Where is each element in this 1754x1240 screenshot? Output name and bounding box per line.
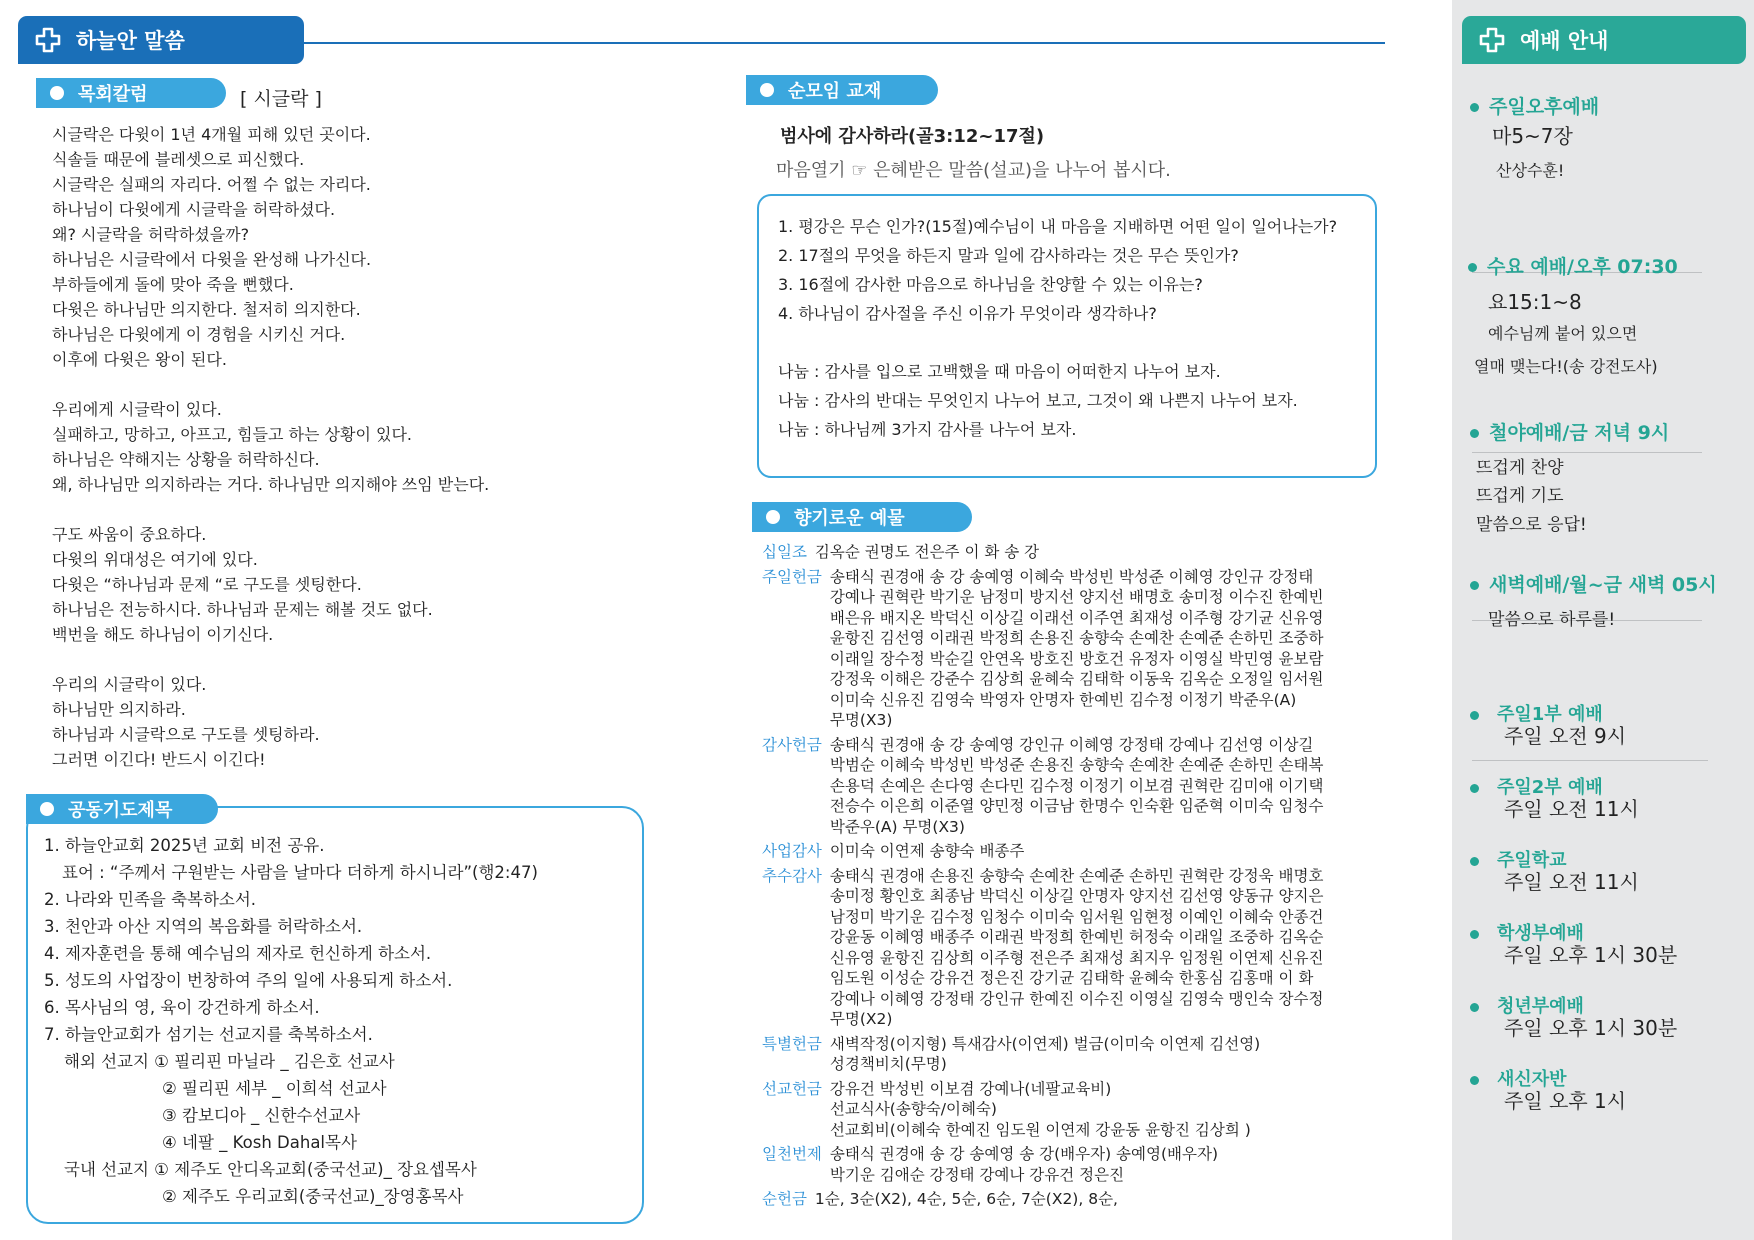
- offering-category: 감사헌금: [762, 735, 822, 754]
- offering-name-line: 1순, 3순(X2), 4순, 5순, 6순, 7순(X2), 8순,: [814, 1190, 1118, 1208]
- offering-name-line: 배은유 배지온 박덕신 이상길 이래선 이주연 최재성 이주형 강기균 신유영: [829, 608, 1324, 627]
- offering-row: [762, 866, 1382, 1030]
- study-title: 범사에 감사하라(골3:12~17절): [780, 126, 1045, 147]
- service-name: 철야예배/금 저녁 9시: [1489, 422, 1670, 444]
- service-name: 청년부예배: [1497, 996, 1584, 1017]
- question-item: 3. 16절에 감사한 마음으로 하나님을 찬양할 수 있는 이유는?: [778, 275, 1203, 294]
- column-line: 다윗은 하나님만 의지한다. 철저히 의지한다.: [52, 300, 361, 319]
- offering-list: [762, 542, 1382, 1214]
- bullet-dot-icon: [40, 802, 54, 816]
- offering-name-line: 박범순 이혜숙 박성빈 박성준 손용진 송향숙 손예찬 손예준 손하민 손태복: [829, 756, 1324, 774]
- service-detail: 열매 맺는다!(송 강전도사): [1474, 357, 1658, 376]
- bullet-dot-icon: [1470, 930, 1479, 939]
- question-list: [778, 212, 1378, 444]
- column-line: 실패하고, 망하고, 아프고, 힘들고 하는 상황이 있다.: [52, 425, 412, 444]
- prayer-item: 3. 천안과 아산 지역의 복음화를 허락하소서.: [44, 917, 363, 936]
- sidebar-divider: [1472, 760, 1708, 761]
- column-subtitle: [ 시글락 ]: [240, 88, 322, 110]
- offering-name-line: 새벽작정(이지형) 특새감사(이연제) 벌금(이미숙 이연제 김선영): [829, 1034, 1261, 1053]
- offering-label: 향기로운 예물: [794, 508, 905, 529]
- bullet-dot-icon: [1470, 784, 1479, 793]
- prayer-label-pill: [26, 794, 218, 824]
- offering-category: 추수감사: [762, 866, 822, 885]
- paragraph-break: [52, 372, 652, 397]
- offering-name-line: 송미정 황인호 최종남 박덕신 이상길 안명자 양지선 김선영 양동규 양지은: [829, 887, 1324, 905]
- prayer-item: 2. 나라와 민족을 축복하소서.: [44, 890, 257, 909]
- column-line: 다윗은 “하나님과 문제 “로 구도를 셋팅한다.: [52, 575, 362, 594]
- offering-name-line: 이미숙 이연제 송향숙 배종주: [829, 842, 1025, 860]
- column-line: 부하들에게 돌에 맞아 죽을 뻔했다.: [52, 275, 294, 294]
- column-body: [52, 122, 652, 772]
- service-title: [1468, 252, 1678, 279]
- offering-name-line: 손용덕 손예은 손다영 손다민 김수정 이정기 이보겸 권혁란 김미애 이기택: [829, 776, 1324, 795]
- service-name: 주일학교: [1497, 850, 1567, 871]
- service-detail: 산상수훈!: [1496, 161, 1565, 180]
- paragraph-break: [52, 647, 652, 672]
- offering-name-line: 선교회비(이혜숙 한예진 임도원 이연제 강윤동 윤항진 김상희 ): [829, 1120, 1251, 1139]
- column-line: 왜? 시글락을 허락하셨을까?: [52, 225, 250, 244]
- service-detail: 뜨겁게 찬양: [1476, 458, 1564, 478]
- offering-names: [830, 1144, 1382, 1185]
- offering-name-line: 박기운 김애순 강정태 강예나 강유건 정은진: [829, 1165, 1125, 1184]
- sidebar-header-tab: [1462, 16, 1746, 64]
- offering-name-line: 임도원 이성순 강유건 정은진 강기균 김태학 윤혜숙 한홍심 김홍매 이 화: [829, 969, 1314, 987]
- service-detail: 뜨겁게 기도: [1476, 486, 1564, 506]
- offering-name-line: 박준우(A) 무명(X3): [829, 817, 965, 836]
- prayer-item: 해외 선교지 ① 필리핀 마닐라 _ 김은호 선교사: [64, 1052, 395, 1071]
- offering-name-line: 강정욱 이해은 강준수 김상희 윤혜숙 김태학 이동욱 김옥순 오정일 임서원: [829, 670, 1324, 688]
- column-line: 왜, 하나님만 의지하라는 거다. 하나님만 의지해야 쓰임 받는다.: [52, 475, 490, 494]
- service-detail: 말씀으로 응답!: [1476, 515, 1587, 535]
- offering-row: [762, 735, 1382, 838]
- offering-name-line: 송태식 권경애 송 강 송예영 이혜숙 박성빈 박성준 이혜영 강인규 강정태: [829, 567, 1314, 586]
- offering-names: [830, 567, 1382, 731]
- offering-name-line: 강유건 박성빈 이보겸 강예나(네팔교육비): [829, 1079, 1112, 1098]
- column-line: 하나님은 전능하시다. 하나님과 문제는 해볼 것도 없다.: [52, 600, 433, 619]
- offering-row: [762, 1189, 1382, 1210]
- service-detail: 주일 오후 1시: [1504, 1089, 1627, 1113]
- column-line: 우리의 시글락이 있다.: [52, 675, 207, 694]
- offering-name-line: 강예나 이혜영 강정태 강인규 한예진 이수진 이영실 김영숙 맹인숙 장수정: [829, 989, 1324, 1008]
- offering-name-line: 성경책비치(무명): [829, 1055, 947, 1073]
- column-line: 하나님은 다윗에게 이 경험을 시키신 거다.: [52, 325, 346, 344]
- bullet-dot-icon: [1468, 263, 1477, 272]
- column-line: 식솔들 때문에 블레셋으로 피신했다.: [52, 150, 305, 169]
- service-detail: 말씀으로 하루를!: [1488, 610, 1616, 630]
- service-name: 새벽예배/월~금 새벽 05시: [1489, 574, 1717, 596]
- column-line: 하나님만 의지하라.: [52, 700, 186, 719]
- sidebar-title: 예배 안내: [1520, 29, 1609, 53]
- service-title: [1470, 570, 1717, 597]
- study-label: 순모임 교재: [788, 81, 882, 102]
- offering-names: [830, 735, 1382, 838]
- column-line: 우리에게 시글락이 있다.: [52, 400, 222, 419]
- cross-icon: [34, 26, 62, 54]
- column-line: 하나님은 약해지는 상황을 허락하신다.: [52, 450, 320, 469]
- service-name: 새신자반: [1497, 1069, 1567, 1090]
- prayer-item: 1. 하늘안교회 2025년 교회 비전 공유.: [44, 836, 325, 855]
- service-detail: 주일 오전 11시: [1504, 870, 1639, 894]
- offering-names: [815, 542, 1382, 563]
- column-line: 하나님이 다윗에게 시글락을 허락하셨다.: [52, 200, 336, 219]
- bullet-dot-icon: [1470, 429, 1479, 438]
- offering-name-line: 신유영 윤항진 김상희 이주형 전은주 최재성 최지우 임정원 이연제 신유진: [829, 948, 1324, 967]
- service-detail: 주일 오후 1시 30분: [1504, 943, 1678, 967]
- offering-row: [762, 1034, 1382, 1075]
- column-line: 시글락은 다윗이 1년 4개월 피해 있던 곳이다.: [52, 125, 371, 144]
- offering-name-line: 남정미 박기운 김수정 임청수 이미숙 임서원 임현정 이예인 이혜숙 안종건: [829, 907, 1324, 926]
- offering-names: [830, 1034, 1382, 1075]
- offering-name-line: 이미숙 신유진 김영숙 박영자 안명자 한예빈 김수정 이정기 박준우(A): [829, 690, 1297, 709]
- question-item: 나눔 : 감사의 반대는 무엇인지 나누어 보고, 그것이 왜 나쁜지 나누어 보자.: [778, 391, 1298, 410]
- offering-row: [762, 841, 1382, 862]
- bullet-dot-icon: [760, 83, 774, 97]
- service-name: 주일오후예배: [1489, 96, 1600, 118]
- question-item: 4. 하나님이 감사절을 주신 이유가 무엇이라 생각하나?: [778, 304, 1157, 323]
- prayer-item: ④ 네팔 _ Kosh Dahal목사: [162, 1133, 357, 1152]
- cross-icon: [1478, 26, 1506, 54]
- prayer-item: 6. 목사님의 영, 육이 강건하게 하소서.: [44, 998, 320, 1017]
- offering-name-line: 김옥순 권명도 전은주 이 화 송 강: [814, 543, 1040, 561]
- service-name: 주일1부 예배: [1497, 704, 1603, 725]
- service-detail: 주일 오전 11시: [1504, 797, 1639, 821]
- service-detail: 요15:1~8: [1488, 290, 1582, 314]
- offering-category: 사업감사: [762, 842, 822, 860]
- service-title: [1470, 418, 1669, 445]
- prayer-item: 국내 선교지 ① 제주도 안디옥교회(중국선교)_ 장요셉목사: [64, 1160, 477, 1179]
- header-divider: [300, 42, 1385, 44]
- service-detail: 예수님께 붙어 있으면: [1488, 324, 1638, 343]
- offering-name-line: 강윤동 이혜영 배종주 이래권 박정희 한예빈 허정숙 이래일 조중하 김옥순: [829, 928, 1324, 946]
- study-subtitle: 마음열기 ☞ 은혜받은 말씀(설교)을 나누어 봅시다.: [776, 160, 1171, 181]
- prayer-item: 5. 성도의 사업장이 번창하여 주의 일에 사용되게 하소서.: [44, 971, 453, 990]
- column-line: 백번을 해도 하나님이 이기신다.: [52, 625, 274, 644]
- offering-row: [762, 1079, 1382, 1141]
- paragraph-break: [52, 497, 652, 522]
- bullet-dot-icon: [1470, 1076, 1479, 1085]
- offering-name-line: 강예나 권혁란 박기운 남정미 방지선 양지선 배명호 송미정 이수진 한예빈: [829, 588, 1324, 606]
- service-detail: 마5~7장: [1492, 124, 1573, 148]
- offering-category: 선교헌금: [762, 1079, 822, 1098]
- offering-names: [815, 1189, 1382, 1210]
- question-item: 1. 평강은 무슨 인가?(15절)예수님이 내 마음을 지배하면 어떤 일이 일어나는가?: [778, 217, 1338, 236]
- offering-name-line: 무명(X2): [829, 1010, 893, 1028]
- prayer-item: 4. 제자훈련을 통해 예수님의 제자로 헌신하게 하소서.: [44, 944, 432, 963]
- service-name: 주일2부 예배: [1497, 777, 1603, 798]
- column-line: 그러면 이긴다! 반드시 이긴다!: [52, 750, 266, 769]
- column-line: 이후에 다윗은 왕이 된다.: [52, 350, 227, 369]
- bullet-dot-icon: [1470, 103, 1479, 112]
- offering-name-line: 송태식 권경애 손용진 송향숙 손예찬 손예준 손하민 권혁란 강정욱 배명호: [829, 866, 1324, 885]
- question-item: 2. 17절의 무엇을 하든지 말과 일에 감사하라는 것은 무슨 뜻인가?: [778, 246, 1239, 265]
- prayer-item: ② 필리핀 세부 _ 이희석 선교사: [162, 1079, 387, 1098]
- offering-names: [830, 866, 1382, 1030]
- column-line: 구도 싸움이 중요하다.: [52, 525, 207, 544]
- offering-names: [830, 841, 1382, 862]
- offering-name-line: 전승수 이은희 이준열 양민정 이금남 한명수 인숙환 임준혁 이미숙 임청수: [829, 797, 1324, 815]
- section-header-tab: [18, 16, 304, 64]
- column-label-pill: [36, 78, 226, 108]
- study-label-pill: [746, 75, 938, 105]
- column-line: 다윗의 위대성은 여기에 있다.: [52, 550, 258, 569]
- offering-name-line: 윤항진 김선영 이래권 박정희 손용진 송향숙 손예찬 손예준 손하민 조중하: [829, 629, 1324, 647]
- bullet-dot-icon: [766, 510, 780, 524]
- prayer-item: ③ 캄보디아 _ 신한수선교사: [162, 1106, 361, 1125]
- offering-names: [830, 1079, 1382, 1141]
- prayer-item: 7. 하늘안교회가 섬기는 선교지를 축복하소서.: [44, 1025, 373, 1044]
- offering-category: 순헌금: [762, 1190, 807, 1208]
- offering-name-line: 송태식 권경애 송 강 송예영 송 강(배우자) 송예영(배우자): [829, 1145, 1218, 1163]
- offering-label-pill: [752, 502, 972, 532]
- offering-name-line: 무명(X3): [829, 711, 893, 729]
- offering-category: 특별헌금: [762, 1034, 822, 1053]
- bullet-dot-icon: [1470, 581, 1479, 590]
- prayer-list: [44, 832, 644, 1210]
- column-line: 시글락은 실패의 자리다. 어쩔 수 없는 자리다.: [52, 175, 371, 194]
- service-detail: 주일 오전 9시: [1504, 724, 1627, 748]
- offering-row: [762, 542, 1382, 563]
- bullet-dot-icon: [1470, 711, 1479, 720]
- bullet-dot-icon: [1470, 1003, 1479, 1012]
- offering-row: [762, 567, 1382, 731]
- question-item: 나눔 : 하나님께 3가지 감사를 나누어 보자.: [778, 420, 1077, 439]
- offering-name-line: 송태식 권경애 송 강 송예영 강인규 이혜영 강정태 강예나 김선영 이상길: [829, 735, 1314, 754]
- offering-category: 일천번제: [762, 1145, 822, 1163]
- service-detail: 주일 오후 1시 30분: [1504, 1016, 1678, 1040]
- service-name: 수요 예배/오후 07:30: [1487, 256, 1678, 278]
- column-line: 하나님과 시글락으로 구도를 셋팅하라.: [52, 725, 320, 744]
- offering-category: 십일조: [762, 543, 807, 561]
- question-gap: [778, 328, 1378, 357]
- question-item: 나눔 : 감사를 입으로 고백했을 때 마음이 어떠한지 나누어 보자.: [778, 362, 1221, 381]
- service-name: 학생부예배: [1497, 923, 1584, 944]
- bullet-dot-icon: [1470, 857, 1479, 866]
- bullet-dot-icon: [50, 86, 64, 100]
- prayer-item: 표어 : “주께서 구원받는 사람을 날마다 더하게 하시니라”(행2:47): [62, 863, 538, 882]
- column-line: 하나님은 시글락에서 다윗을 완성해 나가신다.: [52, 250, 372, 269]
- service-title: [1470, 92, 1599, 119]
- prayer-item: ② 제주도 우리교회(중국선교)_장영홍목사: [162, 1187, 464, 1206]
- offering-name-line: 선교식사(송향숙/이혜숙): [829, 1100, 997, 1118]
- page-title: 하늘안 말씀: [76, 29, 185, 53]
- offering-category: 주일헌금: [762, 567, 822, 586]
- offering-row: [762, 1144, 1382, 1185]
- column-label: 목회칼럼: [78, 84, 148, 105]
- offering-name-line: 이래일 장수정 박순길 안연옥 방호진 방호건 유정자 이영실 박민영 윤보람: [829, 649, 1324, 668]
- prayer-label: 공동기도제목: [68, 800, 173, 821]
